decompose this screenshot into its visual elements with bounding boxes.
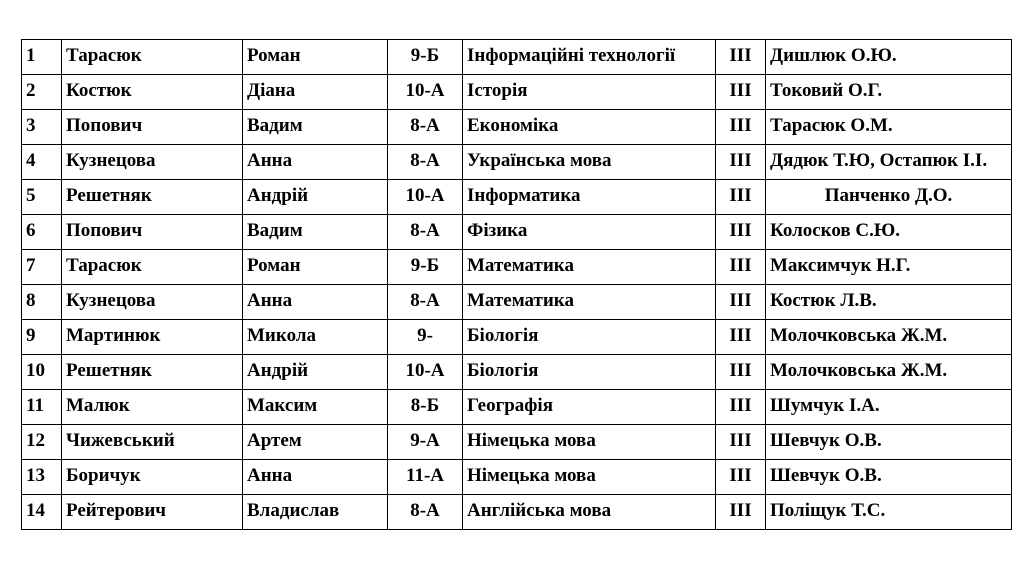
class-name: 9-Б — [388, 40, 463, 75]
stage: ІІІ — [716, 250, 766, 285]
row-number: 1 — [22, 40, 62, 75]
table-row — [22, 75, 1012, 110]
first-name: Владислав — [243, 495, 388, 530]
first-name: Андрій — [243, 355, 388, 390]
first-name: Андрій — [243, 180, 388, 215]
row-number: 7 — [22, 250, 62, 285]
subject: Інформаційні технології — [463, 40, 716, 75]
first-name: Анна — [243, 285, 388, 320]
stage: ІІІ — [716, 180, 766, 215]
teacher: Колосков С.Ю. — [766, 215, 1012, 250]
teacher: Поліщук Т.С. — [766, 495, 1012, 530]
teacher: Панченко Д.О. — [766, 180, 1012, 215]
last-name: Попович — [62, 110, 243, 145]
stage: ІІІ — [716, 355, 766, 390]
row-number: 9 — [22, 320, 62, 355]
row-number: 12 — [22, 425, 62, 460]
teacher: Максимчук Н.Г. — [766, 250, 1012, 285]
stage: ІІІ — [716, 215, 766, 250]
subject: Німецька мова — [463, 425, 716, 460]
row-number: 14 — [22, 495, 62, 530]
teacher: Костюк Л.В. — [766, 285, 1012, 320]
stage: ІІІ — [716, 145, 766, 180]
table-row — [22, 250, 1012, 285]
class-name: 8-А — [388, 215, 463, 250]
first-name: Роман — [243, 250, 388, 285]
stage: ІІІ — [716, 460, 766, 495]
teacher: Тарасюк О.М. — [766, 110, 1012, 145]
row-number: 2 — [22, 75, 62, 110]
table-row — [22, 425, 1012, 460]
stage: ІІІ — [716, 390, 766, 425]
subject: Математика — [463, 285, 716, 320]
subject: Англійська мова — [463, 495, 716, 530]
teacher: Молочковська Ж.М. — [766, 320, 1012, 355]
subject: Математика — [463, 250, 716, 285]
row-number: 3 — [22, 110, 62, 145]
subject: Фізика — [463, 215, 716, 250]
stage: ІІІ — [716, 425, 766, 460]
class-name: 10-А — [388, 75, 463, 110]
first-name: Артем — [243, 425, 388, 460]
row-number: 6 — [22, 215, 62, 250]
row-number: 5 — [22, 180, 62, 215]
first-name: Максим — [243, 390, 388, 425]
last-name: Малюк — [62, 390, 243, 425]
first-name: Роман — [243, 40, 388, 75]
first-name: Вадим — [243, 110, 388, 145]
row-number: 10 — [22, 355, 62, 390]
table-row — [22, 390, 1012, 425]
last-name: Боричук — [62, 460, 243, 495]
last-name: Чижевський — [62, 425, 243, 460]
class-name: 8-А — [388, 110, 463, 145]
class-name: 11-А — [388, 460, 463, 495]
class-name: 9-Б — [388, 250, 463, 285]
last-name: Кузнецова — [62, 285, 243, 320]
row-number: 4 — [22, 145, 62, 180]
class-name: 8-А — [388, 285, 463, 320]
subject: Німецька мова — [463, 460, 716, 495]
teacher: Шевчук О.В. — [766, 460, 1012, 495]
row-number: 13 — [22, 460, 62, 495]
teacher: Дишлюк О.Ю. — [766, 40, 1012, 75]
stage: ІІІ — [716, 110, 766, 145]
teacher: Дядюк Т.Ю, Остапюк І.І. — [766, 145, 1012, 180]
subject: Історія — [463, 75, 716, 110]
subject: Біологія — [463, 355, 716, 390]
class-name: 9- — [388, 320, 463, 355]
first-name: Анна — [243, 145, 388, 180]
table-row — [22, 460, 1012, 495]
first-name: Діана — [243, 75, 388, 110]
table-row — [22, 495, 1012, 530]
table-row — [22, 110, 1012, 145]
table-row — [22, 285, 1012, 320]
last-name: Костюк — [62, 75, 243, 110]
first-name: Микола — [243, 320, 388, 355]
teacher: Токовий О.Г. — [766, 75, 1012, 110]
last-name: Решетняк — [62, 180, 243, 215]
last-name: Попович — [62, 215, 243, 250]
table-row — [22, 180, 1012, 215]
last-name: Решетняк — [62, 355, 243, 390]
subject: Інформатика — [463, 180, 716, 215]
teacher: Молочковська Ж.М. — [766, 355, 1012, 390]
teacher: Шумчук І.А. — [766, 390, 1012, 425]
last-name: Кузнецова — [62, 145, 243, 180]
subject: Біологія — [463, 320, 716, 355]
subject: Економіка — [463, 110, 716, 145]
first-name: Анна — [243, 460, 388, 495]
table-row — [22, 320, 1012, 355]
table-row — [22, 355, 1012, 390]
stage: ІІІ — [716, 285, 766, 320]
stage: ІІІ — [716, 320, 766, 355]
stage: ІІІ — [716, 40, 766, 75]
subject: Українська мова — [463, 145, 716, 180]
class-name: 10-А — [388, 180, 463, 215]
first-name: Вадим — [243, 215, 388, 250]
class-name: 8-А — [388, 145, 463, 180]
class-name: 8-Б — [388, 390, 463, 425]
row-number: 11 — [22, 390, 62, 425]
last-name: Тарасюк — [62, 250, 243, 285]
table-row — [22, 215, 1012, 250]
table-row — [22, 40, 1012, 75]
last-name: Мартинюк — [62, 320, 243, 355]
results-table — [21, 39, 1012, 530]
subject: Географія — [463, 390, 716, 425]
row-number: 8 — [22, 285, 62, 320]
class-name: 9-А — [388, 425, 463, 460]
stage: ІІІ — [716, 495, 766, 530]
last-name: Рейтерович — [62, 495, 243, 530]
teacher: Шевчук О.В. — [766, 425, 1012, 460]
table-row — [22, 145, 1012, 180]
class-name: 8-А — [388, 495, 463, 530]
class-name: 10-А — [388, 355, 463, 390]
last-name: Тарасюк — [62, 40, 243, 75]
stage: ІІІ — [716, 75, 766, 110]
